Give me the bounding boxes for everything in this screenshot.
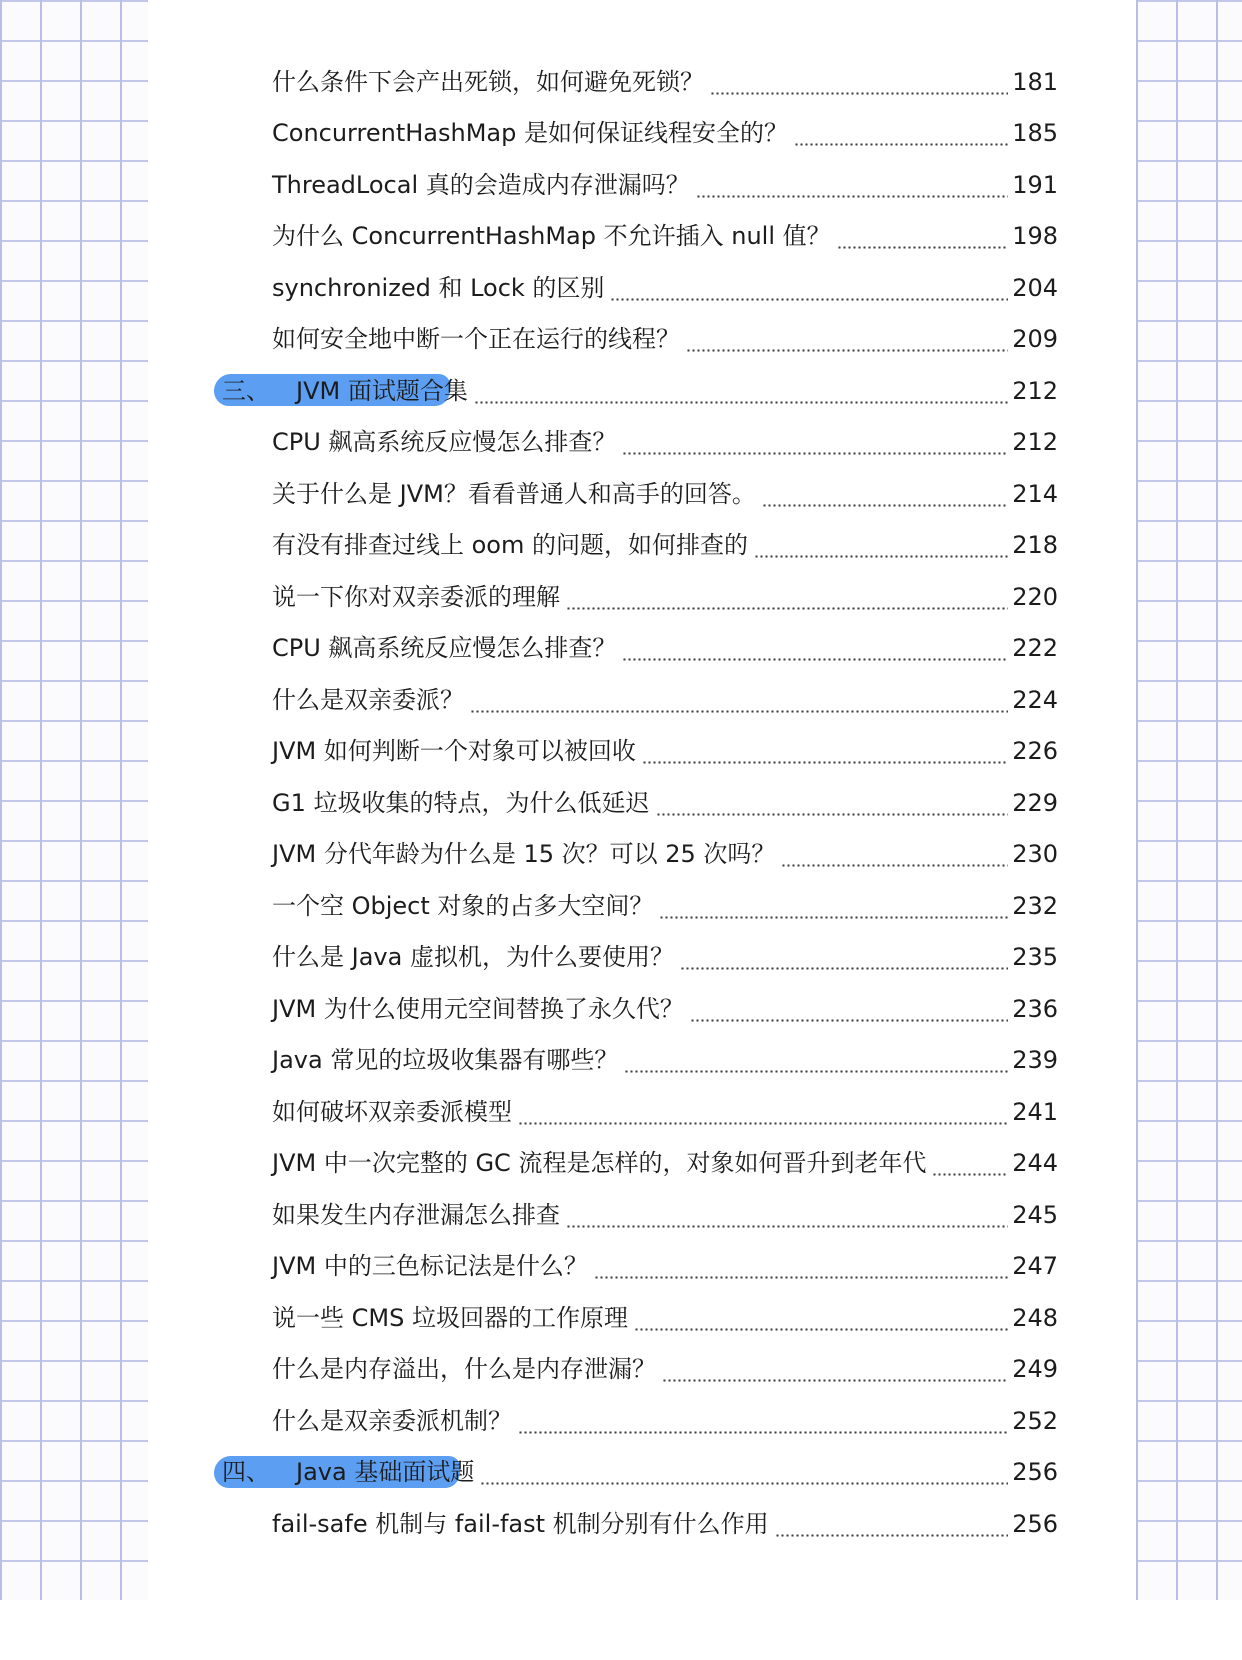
dot-leader — [837, 226, 1009, 250]
toc-entry[interactable] — [148, 314, 1136, 366]
toc-entry[interactable] — [148, 520, 1136, 572]
entry-title: 如何安全地中断一个正在运行的线程？ — [272, 325, 680, 354]
entry-title: 一个空 Object 对象的占多大空间？ — [272, 891, 654, 920]
entry-page-number: 245 — [1012, 1200, 1058, 1229]
entry-title: 为什么 ConcurrentHashMap 不允许插入 null 值？ — [272, 222, 831, 251]
entry-page-number: 218 — [1012, 531, 1058, 560]
entry-page-number: 185 — [1012, 119, 1058, 148]
dot-leader — [762, 484, 1008, 508]
entry-page-number: 222 — [1012, 634, 1058, 663]
bottom-margin — [0, 1600, 1242, 1660]
toc-entry[interactable] — [148, 1138, 1136, 1190]
toc-entry[interactable] — [148, 829, 1136, 881]
entry-page-number: 235 — [1012, 943, 1058, 972]
entry-page-number: 239 — [1012, 1046, 1058, 1075]
toc-entry[interactable] — [148, 777, 1136, 829]
entry-page-number: 241 — [1012, 1097, 1058, 1126]
dot-leader — [480, 1462, 1008, 1486]
entry-title: 什么条件下会产出死锁，如何避免死锁？ — [272, 67, 704, 96]
toc-entry[interactable] — [148, 1086, 1136, 1138]
toc-entry[interactable] — [148, 262, 1136, 314]
entry-page-number: 244 — [1012, 1149, 1058, 1178]
toc-page — [148, 0, 1136, 1600]
entry-page-number: 224 — [1012, 685, 1058, 714]
toc-entry[interactable] — [148, 983, 1136, 1035]
toc-entry[interactable] — [148, 571, 1136, 623]
dot-leader — [594, 1256, 1008, 1280]
entry-page-number: 212 — [1012, 428, 1058, 457]
dot-leader — [662, 1359, 1008, 1383]
table-of-contents — [148, 56, 1136, 1550]
entry-page-number: 230 — [1012, 840, 1058, 869]
entry-page-number: 212 — [1012, 376, 1058, 405]
dot-leader — [656, 793, 1009, 817]
section-number: 四、 — [222, 1458, 270, 1487]
toc-entry[interactable] — [148, 1035, 1136, 1087]
entry-title: 说一些 CMS 垃圾回器的工作原理 — [272, 1303, 628, 1332]
section-title — [222, 1457, 474, 1487]
toc-entry[interactable] — [148, 932, 1136, 984]
entry-title: CPU 飙高系统反应慢怎么排查？ — [272, 428, 617, 457]
entry-page-number: 226 — [1012, 737, 1058, 766]
section-title — [222, 376, 468, 406]
dot-leader — [659, 896, 1008, 920]
toc-entry[interactable] — [148, 1241, 1136, 1293]
entry-page-number: 252 — [1012, 1406, 1058, 1435]
entry-title: ThreadLocal 真的会造成内存泄漏吗？ — [272, 170, 690, 199]
entry-page-number: 181 — [1012, 67, 1058, 96]
dot-leader — [680, 947, 1008, 971]
entry-page-number: 220 — [1012, 582, 1058, 611]
entry-page-number: 229 — [1012, 788, 1058, 817]
entry-title: 如果发生内存泄漏怎么排查 — [272, 1200, 560, 1229]
dot-leader — [710, 72, 1008, 96]
toc-entry[interactable] — [148, 880, 1136, 932]
dot-leader — [634, 1308, 1008, 1332]
entry-title: 什么是双亲委派机制？ — [272, 1406, 512, 1435]
entry-page-number: 204 — [1012, 273, 1058, 302]
toc-entry[interactable] — [148, 1292, 1136, 1344]
entry-title: JVM 如何判断一个对象可以被回收 — [272, 737, 636, 766]
section-title-text: JVM 面试题合集 — [296, 376, 468, 405]
dot-leader — [474, 381, 1008, 405]
toc-entry[interactable] — [148, 1498, 1136, 1550]
entry-page-number: 247 — [1012, 1252, 1058, 1281]
dot-leader — [610, 278, 1008, 302]
entry-page-number: 214 — [1012, 479, 1058, 508]
toc-entry[interactable] — [148, 1344, 1136, 1396]
toc-entry[interactable] — [148, 211, 1136, 263]
toc-entry[interactable] — [148, 726, 1136, 778]
entry-page-number: 198 — [1012, 222, 1058, 251]
entry-title: JVM 为什么使用元空间替换了永久代？ — [272, 994, 684, 1023]
dot-leader — [690, 999, 1008, 1023]
dot-leader — [686, 329, 1008, 353]
toc-entry[interactable] — [148, 623, 1136, 675]
grid-paper-right-margin — [1136, 0, 1242, 1600]
toc-entry[interactable] — [148, 1395, 1136, 1447]
section-title-text: Java 基础面试题 — [296, 1458, 475, 1487]
dot-leader — [624, 1050, 1008, 1074]
entry-page-number: 249 — [1012, 1355, 1058, 1384]
toc-entry[interactable] — [148, 417, 1136, 469]
dot-leader — [518, 1411, 1008, 1435]
toc-entry[interactable] — [148, 1189, 1136, 1241]
entry-title: synchronized 和 Lock 的区别 — [272, 273, 605, 302]
entry-page-number: 232 — [1012, 891, 1058, 920]
toc-entry[interactable] — [148, 468, 1136, 520]
dot-leader — [518, 1102, 1008, 1126]
entry-title: 说一下你对双亲委派的理解 — [272, 582, 560, 611]
dot-leader — [932, 1153, 1008, 1177]
dot-leader — [775, 1514, 1009, 1538]
toc-section-heading[interactable] — [148, 365, 1136, 417]
entry-title: 关于什么是 JVM？看看普通人和高手的回答。 — [272, 479, 756, 508]
entry-title: 什么是 Java 虚拟机，为什么要使用？ — [272, 943, 674, 972]
toc-entry[interactable] — [148, 56, 1136, 108]
entry-title: 什么是内存溢出，什么是内存泄漏？ — [272, 1355, 656, 1384]
entry-title: CPU 飙高系统反应慢怎么排查？ — [272, 634, 617, 663]
entry-title: 如何破坏双亲委派模型 — [272, 1097, 512, 1126]
dot-leader — [794, 123, 1008, 147]
entry-title: JVM 中一次完整的 GC 流程是怎样的，对象如何晋升到老年代 — [272, 1149, 927, 1178]
entry-page-number: 256 — [1012, 1458, 1058, 1487]
entry-page-number: 191 — [1012, 170, 1058, 199]
dot-leader — [470, 690, 1008, 714]
dot-leader — [566, 1205, 1008, 1229]
entry-title: G1 垃圾收集的特点，为什么低延迟 — [272, 788, 650, 817]
toc-entry[interactable] — [148, 108, 1136, 160]
entry-page-number: 256 — [1012, 1509, 1058, 1538]
entry-title: 什么是双亲委派？ — [272, 685, 464, 714]
toc-entry[interactable] — [148, 159, 1136, 211]
entry-title: JVM 分代年龄为什么是 15 次？可以 25 次吗？ — [272, 840, 776, 869]
entry-title: fail-safe 机制与 fail-fast 机制分别有什么作用 — [272, 1509, 769, 1538]
entry-title: ConcurrentHashMap 是如何保证线程安全的？ — [272, 119, 788, 148]
section-number: 三、 — [222, 376, 270, 405]
entry-title: Java 常见的垃圾收集器有哪些？ — [272, 1046, 619, 1075]
entry-page-number: 209 — [1012, 325, 1058, 354]
entry-page-number: 248 — [1012, 1303, 1058, 1332]
dot-leader — [781, 844, 1008, 868]
dot-leader — [642, 741, 1008, 765]
dot-leader — [622, 432, 1008, 456]
grid-paper-left-margin — [0, 0, 148, 1600]
entry-title: JVM 中的三色标记法是什么？ — [272, 1252, 588, 1281]
toc-entry[interactable] — [148, 674, 1136, 726]
dot-leader — [754, 535, 1008, 559]
entry-page-number: 236 — [1012, 994, 1058, 1023]
dot-leader — [566, 587, 1008, 611]
toc-section-heading[interactable] — [148, 1447, 1136, 1499]
dot-leader — [622, 638, 1008, 662]
entry-title: 有没有排查过线上 oom 的问题，如何排查的 — [272, 531, 749, 560]
dot-leader — [696, 175, 1008, 199]
